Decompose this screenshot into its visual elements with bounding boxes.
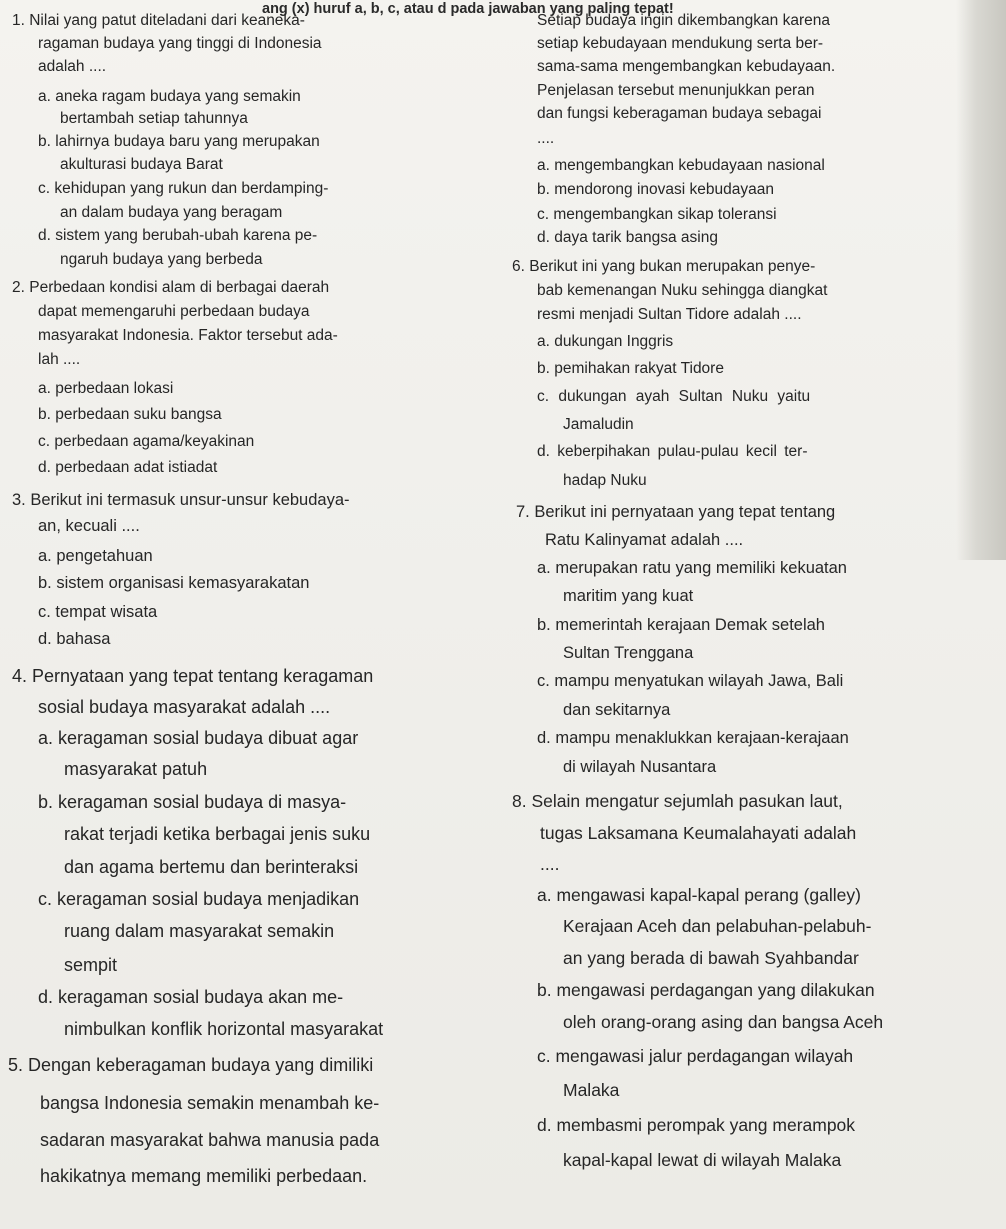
question-5-cont-line-6: .... <box>537 130 555 147</box>
question-8-option-b: b. mengawasi perdagangan yang dilakukan <box>537 980 875 1000</box>
question-3-line-1: 3. Berikut ini termasuk unsur-unsur kebudaya- <box>12 491 350 509</box>
question-8-line-1: 8. Selain mengatur sejumlah pasukan laut, <box>512 791 843 811</box>
question-7-option-c: c. mampu menyatukan wilayah Jawa, Bali <box>537 672 844 690</box>
question-8-line-3: .... <box>540 854 560 874</box>
question-6-option-c: c. dukungan ayah Sultan Nuku yaitu <box>537 388 811 405</box>
question-8-option-a-cont: Kerajaan Aceh dan pelabuhan-pelabuh- <box>563 916 872 936</box>
question-7-line-2: Ratu Kalinyamat adalah .... <box>545 531 744 549</box>
question-1-option-c: c. kehidupan yang rukun dan berdamping- <box>38 180 329 197</box>
question-4-option-c: c. keragaman sosial budaya menjadikan <box>38 889 360 909</box>
question-1-option-b: b. lahirnya budaya baru yang merupakan <box>38 133 320 150</box>
question-8-option-b-cont: oleh orang-orang asing dan bangsa Aceh <box>563 1012 884 1032</box>
question-7-option-a: a. merupakan ratu yang memiliki kekuatan <box>537 559 847 577</box>
question-6-line-2: bab kemenangan Nuku sehingga diangkat <box>537 282 828 299</box>
question-4-option-a-cont: masyarakat patuh <box>64 759 208 779</box>
question-6-option-d: d. keberpihakan pulau-pulau kecil ter- <box>537 443 808 460</box>
question-8-option-a-cont-2: an yang berada di bawah Syahbandar <box>563 948 859 968</box>
question-4-option-b: b. keragaman sosial budaya di masya- <box>38 792 347 812</box>
question-5-line-1: 5. Dengan keberagaman budaya yang dimiliki <box>8 1055 374 1075</box>
question-2-option-c: c. perbedaan agama/keyakinan <box>38 433 255 450</box>
question-8-option-d-cont: kapal-kapal lewat di wilayah Malaka <box>563 1150 842 1170</box>
question-2-option-d: d. perbedaan adat istiadat <box>38 459 218 476</box>
question-3-option-c: c. tempat wisata <box>38 603 158 621</box>
question-8-option-c-cont: Malaka <box>563 1080 620 1100</box>
question-5-cont-line-5: dan fungsi keberagaman budaya sebagai <box>537 105 822 122</box>
question-5-line-2: bangsa Indonesia semakin menambah ke- <box>40 1093 380 1113</box>
question-1-option-a-cont: bertambah setiap tahunnya <box>60 110 248 127</box>
question-1-line-3: adalah .... <box>38 58 107 75</box>
question-5-option-d: d. daya tarik bangsa asing <box>537 229 718 246</box>
question-7-line-1: 7. Berikut ini pernyataan yang tepat tentang <box>516 503 836 521</box>
instruction-header: ang (x) huruf a, b, c, atau d pada jawaban yang paling tepat! <box>262 1 674 17</box>
question-7-option-b: b. memerintah kerajaan Demak setelah <box>537 616 825 634</box>
page-edge-shadow <box>956 0 1006 560</box>
question-5-line-3: sadaran masyarakat bahwa manusia pada <box>40 1130 380 1150</box>
question-5-line-4: hakikatnya memang memiliki perbedaan. <box>40 1166 368 1186</box>
question-4-option-b-cont-2: dan agama bertemu dan berinteraksi <box>64 857 359 877</box>
question-3-option-d: d. bahasa <box>38 630 111 648</box>
question-1-option-d: d. sistem yang berubah-ubah karena pe- <box>38 227 318 244</box>
question-5-option-b: b. mendorong inovasi kebudayaan <box>537 181 774 198</box>
question-5-option-a: a. mengembangkan kebudayaan nasional <box>537 157 825 174</box>
question-7-option-d-cont: di wilayah Nusantara <box>563 758 717 776</box>
question-1-option-a: a. aneka ragam budaya yang semakin <box>38 88 301 105</box>
question-7-option-b-cont: Sultan Trenggana <box>563 644 694 662</box>
question-1-line-2: ragaman budaya yang tinggi di Indonesia <box>38 35 322 52</box>
question-8-line-2: tugas Laksamana Keumalahayati adalah <box>540 823 857 843</box>
question-3-option-a: a. pengetahuan <box>38 547 153 565</box>
question-3-line-2: an, kecuali .... <box>38 517 140 535</box>
question-2-option-a: a. perbedaan lokasi <box>38 380 174 397</box>
question-5-option-c: c. mengembangkan sikap toleransi <box>537 206 777 223</box>
question-8-option-c: c. mengawasi jalur perdagangan wilayah <box>537 1046 854 1066</box>
question-2-line-1: 2. Perbedaan kondisi alam di berbagai daerah <box>12 279 330 296</box>
question-2-line-4: lah .... <box>38 351 81 368</box>
question-5-cont-line-4: Penjelasan tersebut menunjukkan peran <box>537 82 815 99</box>
question-7-option-c-cont: dan sekitarnya <box>563 701 671 719</box>
question-4-line-1: 4. Pernyataan yang tepat tentang keragaman <box>12 666 374 686</box>
question-7-option-a-cont: maritim yang kuat <box>563 587 694 605</box>
question-2-line-2: dapat memengaruhi perbedaan budaya <box>38 303 310 320</box>
question-3-option-b: b. sistem organisasi kemasyarakatan <box>38 574 310 592</box>
question-1-line-1: 1. Nilai yang patut diteladani dari keaneka- <box>12 12 305 29</box>
question-8-option-a: a. mengawasi kapal-kapal perang (galley) <box>537 885 861 905</box>
question-4-option-c-cont-2: sempit <box>64 955 118 975</box>
question-5-cont-line-2: setiap kebudayaan mendukung serta ber- <box>537 35 824 52</box>
question-4-option-b-cont: rakat terjadi ketika berbagai jenis suku <box>64 824 371 844</box>
question-4-option-d-cont: nimbulkan konflik horizontal masyarakat <box>64 1019 384 1039</box>
question-4-option-d: d. keragaman sosial budaya akan me- <box>38 987 344 1007</box>
question-4-option-a: a. keragaman sosial budaya dibuat agar <box>38 728 359 748</box>
question-6-option-a: a. dukungan Inggris <box>537 333 674 350</box>
question-6-option-b: b. pemihakan rakyat Tidore <box>537 360 724 377</box>
question-1-option-c-cont: an dalam budaya yang beragam <box>60 204 283 221</box>
question-2-option-b: b. perbedaan suku bangsa <box>38 406 222 423</box>
question-2-line-3: masyarakat Indonesia. Faktor tersebut ada- <box>38 327 338 344</box>
question-1-option-d-cont: ngaruh budaya yang berbeda <box>60 251 263 268</box>
question-6-option-c-cont: Jamaludin <box>563 416 634 433</box>
question-5-cont-line-1: Setiap budaya ingin dikembangkan karena <box>537 12 830 29</box>
question-5-cont-line-3: sama-sama mengembangkan kebudayaan. <box>537 58 836 75</box>
question-4-option-c-cont: ruang dalam masyarakat semakin <box>64 921 335 941</box>
question-4-line-2: sosial budaya masyarakat adalah .... <box>38 697 331 717</box>
question-6-line-3: resmi menjadi Sultan Tidore adalah .... <box>537 306 802 323</box>
question-7-option-d: d. mampu menaklukkan kerajaan-kerajaan <box>537 729 849 747</box>
question-6-line-1: 6. Berikut ini yang bukan merupakan penye- <box>512 258 816 275</box>
question-6-option-d-cont: hadap Nuku <box>563 472 647 489</box>
question-8-option-d: d. membasmi perompak yang merampok <box>537 1115 856 1135</box>
question-1-option-b-cont: akulturasi budaya Barat <box>60 156 223 173</box>
